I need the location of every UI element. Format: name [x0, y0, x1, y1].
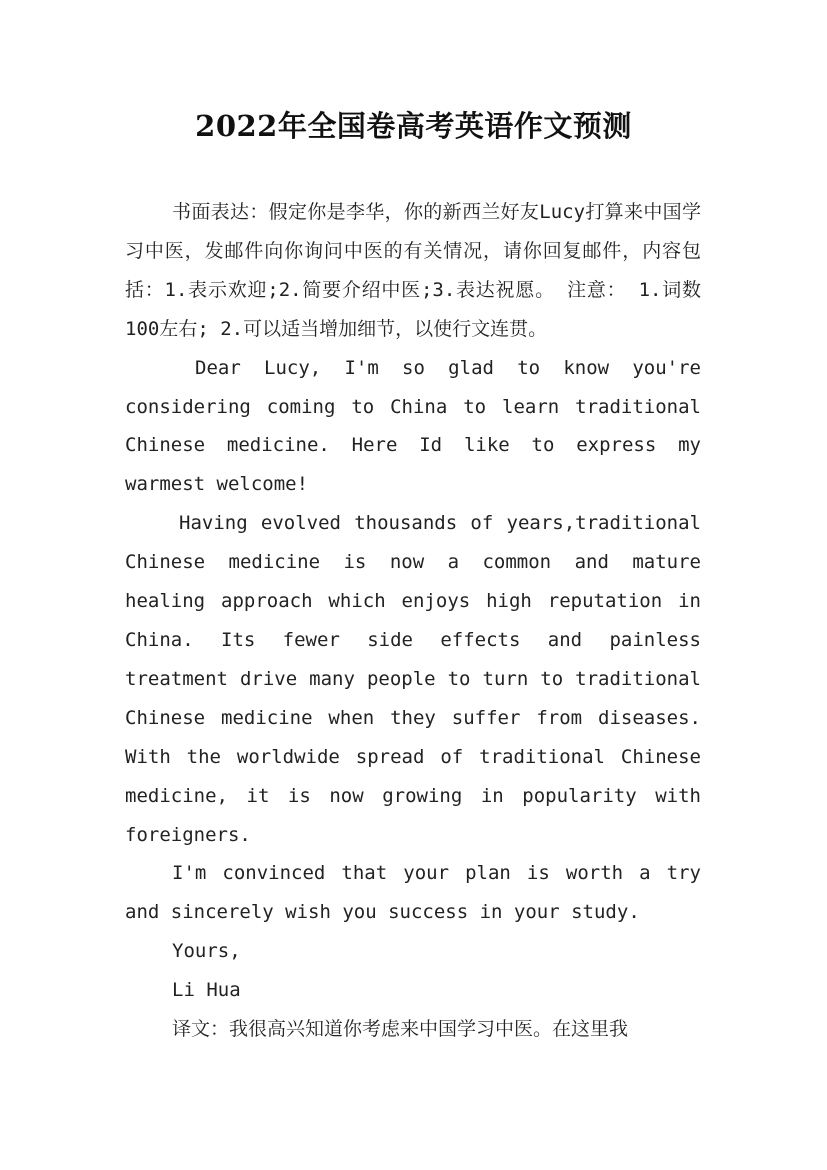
document-body	[125, 193, 701, 1049]
prompt-paragraph: 书面表达：假定你是李华，你的新西兰好友Lucy打算来中国学习中医，发邮件向你询问中医的有关情况，请你回复邮件，内容包括：1.表示欢迎;2.简要介绍中医;3.表达祝愿。 注意： 1.词数100左右; 2.可以适当增加细节，以使行文连贯。	[125, 201, 701, 340]
translation-paragraph: 译文：我很高兴知道你考虑来中国学习中医。在这里我	[172, 1018, 629, 1041]
greeting-paragraph: Dear Lucy, I'm so glad to know you're considering coming to China to learn traditional Chinese medicine. Here Id like to express my warmest welcome!	[125, 356, 701, 496]
sign-off: Yours,	[172, 940, 241, 963]
document-title: 2022年全国卷高考英语作文预测	[195, 109, 632, 143]
signature: Li Hua	[172, 979, 241, 1002]
closing-paragraph: I'm convinced that your plan is worth a try and sincerely wish you success in your study.	[125, 862, 701, 924]
body-paragraph: Having evolved thousands of years,traditional Chinese medicine is now a common and mature healing approach which enjoys high reputation in China. Its fewer side effects and painless treatment drive many people to turn to traditional Chinese medicine when they suffer from diseases. With the worldwide spread of traditional Chinese medicine, it is now growing in popularity with foreigners.	[125, 512, 701, 846]
